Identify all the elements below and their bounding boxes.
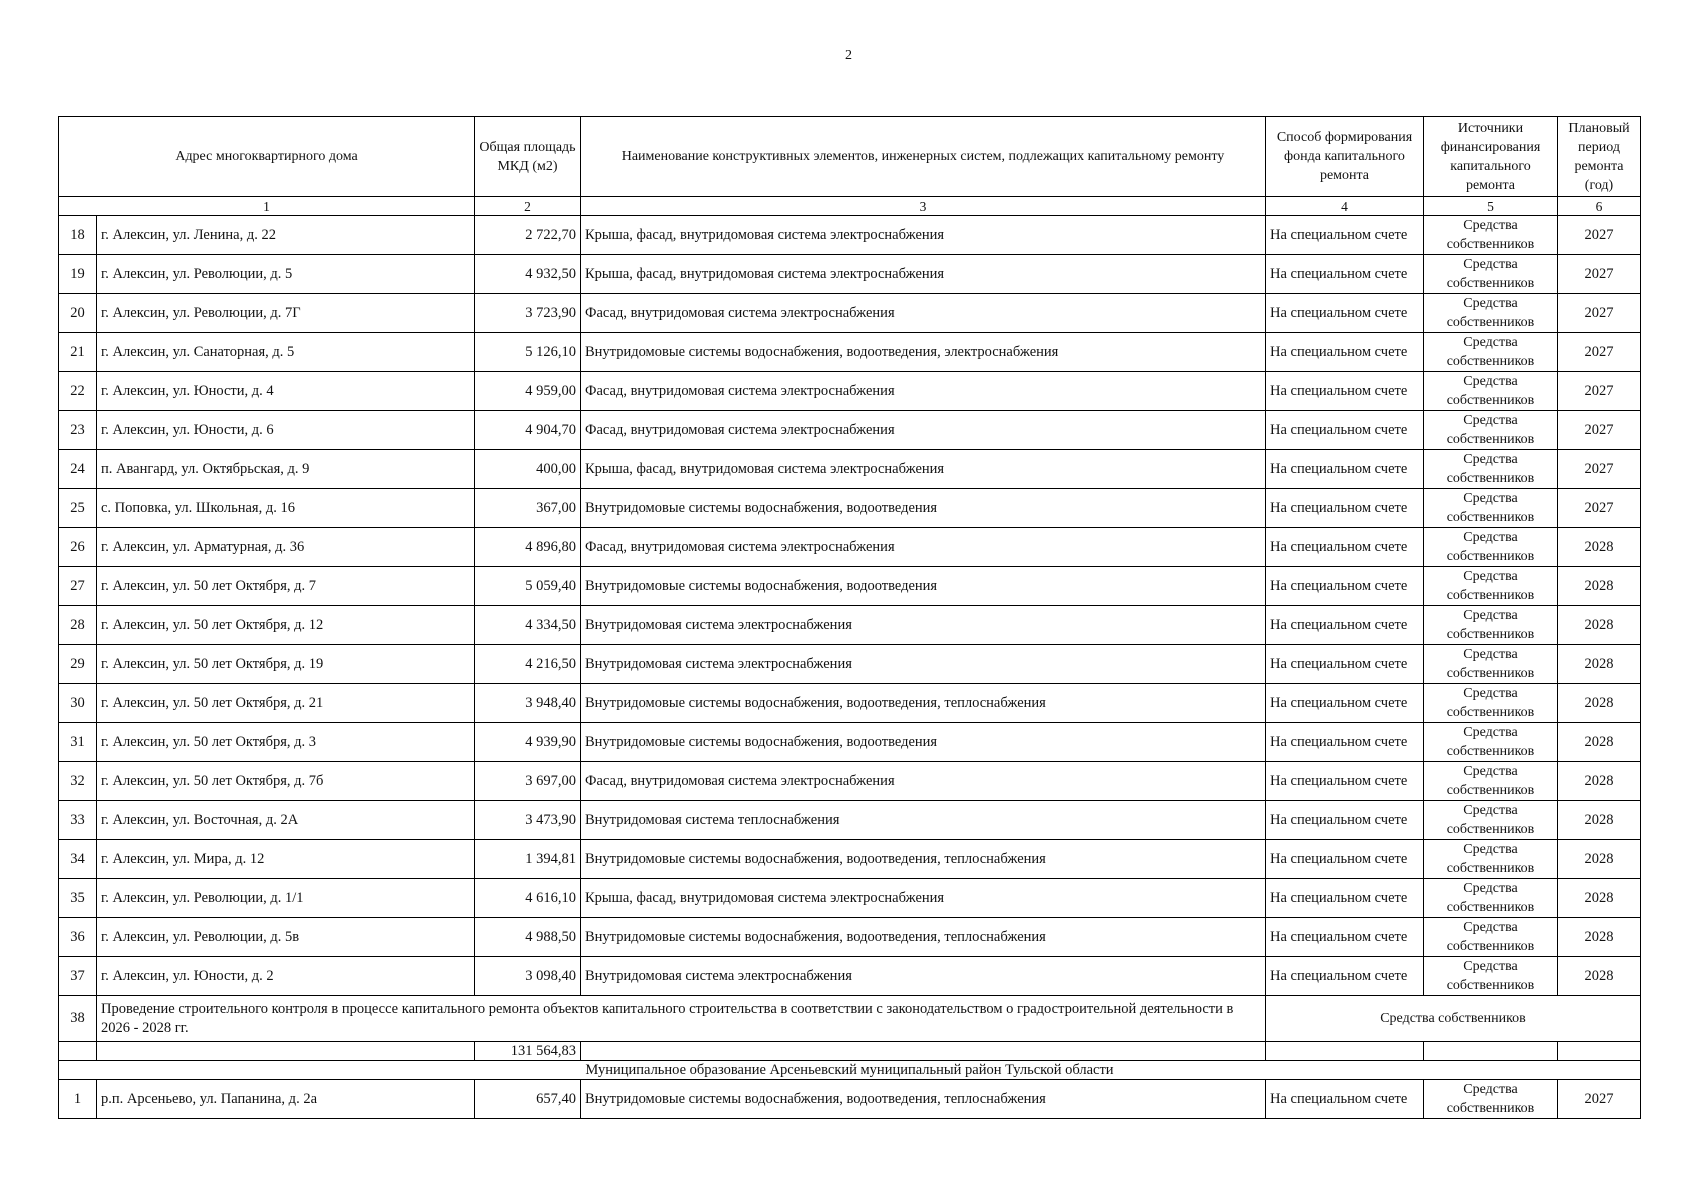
funding-method-cell: На специальном счете [1266, 216, 1424, 255]
table-row [59, 684, 1641, 723]
funding-method-cell: На специальном счете [1266, 567, 1424, 606]
funding-method-cell: На специальном счете [1266, 840, 1424, 879]
header-source: Источники финансирования капитального ремонта [1424, 117, 1558, 197]
elements-cell: Крыша, фасад, внутридомовая система электроснабжения [581, 216, 1266, 255]
funding-method-cell: На специальном счете [1266, 684, 1424, 723]
funding-method-cell: На специальном счете [1266, 606, 1424, 645]
column-number: 6 [1558, 197, 1641, 216]
area-cell: 4 988,50 [475, 918, 581, 957]
area-cell: 5 126,10 [475, 333, 581, 372]
row-number: 20 [59, 294, 97, 333]
row-number: 37 [59, 957, 97, 996]
funding-method-cell: На специальном счете [1266, 879, 1424, 918]
address-cell: г. Алексин, ул. Мира, д. 12 [97, 840, 475, 879]
funding-source-cell: Средства собственников [1424, 528, 1558, 567]
address-cell: г. Алексин, ул. Революции, д. 5в [97, 918, 475, 957]
row-number: 24 [59, 450, 97, 489]
table-body [59, 216, 1641, 1119]
planned-year-cell: 2028 [1558, 684, 1641, 723]
column-number: 3 [581, 197, 1266, 216]
elements-cell: Внутридомовая система электроснабжения [581, 957, 1266, 996]
table-row [59, 294, 1641, 333]
total-empty-cell [1266, 1042, 1424, 1061]
table-row [59, 723, 1641, 762]
funding-method-cell: На специальном счете [1266, 1080, 1424, 1119]
address-cell: г. Алексин, ул. 50 лет Октября, д. 19 [97, 645, 475, 684]
planned-year-cell: 2027 [1558, 1080, 1641, 1119]
column-number: 1 [59, 197, 475, 216]
funding-method-cell: На специальном счете [1266, 762, 1424, 801]
area-cell: 5 059,40 [475, 567, 581, 606]
area-cell: 4 616,10 [475, 879, 581, 918]
header-row [59, 117, 1641, 197]
funding-method-cell: На специальном счете [1266, 333, 1424, 372]
area-cell: 3 473,90 [475, 801, 581, 840]
row-number: 18 [59, 216, 97, 255]
elements-cell: Внутридомовые системы водоснабжения, водоотведения [581, 723, 1266, 762]
elements-cell: Внутридомовые системы водоснабжения, водоотведения, теплоснабжения [581, 684, 1266, 723]
row-number: 19 [59, 255, 97, 294]
funding-method-cell: На специальном счете [1266, 957, 1424, 996]
funding-method-cell: На специальном счете [1266, 294, 1424, 333]
row-number: 22 [59, 372, 97, 411]
elements-cell: Фасад, внутридомовая система электроснабжения [581, 762, 1266, 801]
planned-year-cell: 2028 [1558, 606, 1641, 645]
column-numbers-row [59, 197, 1641, 216]
elements-cell: Фасад, внутридомовая система электроснабжения [581, 294, 1266, 333]
planned-year-cell: 2027 [1558, 255, 1641, 294]
elements-cell: Внутридомовые системы водоснабжения, водоотведения, теплоснабжения [581, 840, 1266, 879]
address-cell: г. Алексин, ул. Восточная, д. 2А [97, 801, 475, 840]
planned-year-cell: 2027 [1558, 294, 1641, 333]
funding-method-cell: На специальном счете [1266, 255, 1424, 294]
planned-year-cell: 2028 [1558, 762, 1641, 801]
planned-year-cell: 2027 [1558, 450, 1641, 489]
area-cell: 4 334,50 [475, 606, 581, 645]
funding-source-cell: Средства собственников [1424, 840, 1558, 879]
table-row [59, 957, 1641, 996]
elements-cell: Внутридомовые системы водоснабжения, водоотведения, теплоснабжения [581, 1080, 1266, 1119]
funding-method-cell: На специальном счете [1266, 801, 1424, 840]
funding-source-cell: Средства собственников [1424, 606, 1558, 645]
funding-source-cell: Средства собственников [1424, 255, 1558, 294]
table-row [59, 528, 1641, 567]
area-cell: 4 959,00 [475, 372, 581, 411]
funding-source-cell: Средства собственников [1424, 762, 1558, 801]
area-cell: 1 394,81 [475, 840, 581, 879]
area-cell: 2 722,70 [475, 216, 581, 255]
row-number: 30 [59, 684, 97, 723]
header-period: Плановый период ремонта (год) [1558, 117, 1641, 197]
elements-cell: Фасад, внутридомовая система электроснабжения [581, 528, 1266, 567]
total-empty-cell [1424, 1042, 1558, 1061]
table-row [59, 879, 1641, 918]
area-cell: 4 932,50 [475, 255, 581, 294]
funding-source-cell: Средства собственников [1424, 957, 1558, 996]
row-number: 34 [59, 840, 97, 879]
planned-year-cell: 2028 [1558, 918, 1641, 957]
area-cell: 3 948,40 [475, 684, 581, 723]
control-source: Средства собственников [1266, 996, 1641, 1042]
funding-method-cell: На специальном счете [1266, 528, 1424, 567]
row-number: 36 [59, 918, 97, 957]
column-number: 4 [1266, 197, 1424, 216]
planned-year-cell: 2028 [1558, 567, 1641, 606]
address-cell: р.п. Арсеньево, ул. Папанина, д. 2а [97, 1080, 475, 1119]
address-cell: г. Алексин, ул. Революции, д. 7Г [97, 294, 475, 333]
row-number: 35 [59, 879, 97, 918]
row-number: 32 [59, 762, 97, 801]
area-cell: 4 896,80 [475, 528, 581, 567]
column-number: 5 [1424, 197, 1558, 216]
elements-cell: Внутридомовые системы водоснабжения, водоотведения, теплоснабжения [581, 918, 1266, 957]
table-row [59, 411, 1641, 450]
header-method: Способ формирования фонда капитального ремонта [1266, 117, 1424, 197]
column-number: 2 [475, 197, 581, 216]
planned-year-cell: 2027 [1558, 489, 1641, 528]
row-number: 27 [59, 567, 97, 606]
area-cell: 657,40 [475, 1080, 581, 1119]
row-number: 26 [59, 528, 97, 567]
elements-cell: Внутридомовые системы водоснабжения, водоотведения [581, 567, 1266, 606]
funding-source-cell: Средства собственников [1424, 684, 1558, 723]
capital-repair-table [58, 116, 1641, 1119]
section-title-row [59, 1061, 1641, 1080]
funding-source-cell: Средства собственников [1424, 645, 1558, 684]
funding-source-cell: Средства собственников [1424, 333, 1558, 372]
table-row [59, 450, 1641, 489]
elements-cell: Внутридомовые системы водоснабжения, водоотведения, электроснабжения [581, 333, 1266, 372]
planned-year-cell: 2027 [1558, 216, 1641, 255]
page-number: 2 [845, 48, 852, 63]
address-cell: с. Поповка, ул. Школьная, д. 16 [97, 489, 475, 528]
planned-year-cell: 2027 [1558, 333, 1641, 372]
elements-cell: Внутридомовая система теплоснабжения [581, 801, 1266, 840]
row-number: 1 [59, 1080, 97, 1119]
funding-source-cell: Средства собственников [1424, 879, 1558, 918]
planned-year-cell: 2027 [1558, 411, 1641, 450]
funding-source-cell: Средства собственников [1424, 918, 1558, 957]
elements-cell: Внутридомовая система электроснабжения [581, 645, 1266, 684]
address-cell: п. Авангард, ул. Октябрьская, д. 9 [97, 450, 475, 489]
funding-source-cell: Средства собственников [1424, 489, 1558, 528]
funding-source-cell: Средства собственников [1424, 567, 1558, 606]
address-cell: г. Алексин, ул. Юности, д. 4 [97, 372, 475, 411]
control-text: Проведение строительного контроля в процессе капитального ремонта объектов капитального строительства в соответствии с законодательством о градостроительной деятельности в 2026 - 2028 гг. [97, 996, 1266, 1042]
table-row [59, 255, 1641, 294]
row-number: 33 [59, 801, 97, 840]
funding-source-cell: Средства собственников [1424, 372, 1558, 411]
address-cell: г. Алексин, ул. 50 лет Октября, д. 3 [97, 723, 475, 762]
section-title: Муниципальное образование Арсеньевский муниципальный район Тульской области [59, 1061, 1641, 1080]
row-number: 28 [59, 606, 97, 645]
planned-year-cell: 2027 [1558, 372, 1641, 411]
funding-source-cell: Средства собственников [1424, 1080, 1558, 1119]
total-area: 131 564,83 [475, 1042, 581, 1061]
funding-method-cell: На специальном счете [1266, 411, 1424, 450]
table-row [59, 567, 1641, 606]
funding-source-cell: Средства собственников [1424, 723, 1558, 762]
address-cell: г. Алексин, ул. Юности, д. 2 [97, 957, 475, 996]
header-elements: Наименование конструктивных элементов, инженерных систем, подлежащих капитальному ремонту [581, 117, 1266, 197]
funding-method-cell: На специальном счете [1266, 645, 1424, 684]
row-number: 29 [59, 645, 97, 684]
table-row [59, 216, 1641, 255]
total-empty-cell [59, 1042, 97, 1061]
area-cell: 3 723,90 [475, 294, 581, 333]
funding-method-cell: На специальном счете [1266, 489, 1424, 528]
table-row [59, 918, 1641, 957]
address-cell: г. Алексин, ул. Революции, д. 1/1 [97, 879, 475, 918]
elements-cell: Внутридомовая система электроснабжения [581, 606, 1266, 645]
planned-year-cell: 2028 [1558, 879, 1641, 918]
planned-year-cell: 2028 [1558, 801, 1641, 840]
planned-year-cell: 2028 [1558, 957, 1641, 996]
table-row [59, 645, 1641, 684]
planned-year-cell: 2028 [1558, 723, 1641, 762]
table-row [59, 333, 1641, 372]
address-cell: г. Алексин, ул. Революции, д. 5 [97, 255, 475, 294]
area-cell: 367,00 [475, 489, 581, 528]
total-empty-cell [97, 1042, 475, 1061]
row-number: 25 [59, 489, 97, 528]
area-cell: 3 098,40 [475, 957, 581, 996]
funding-method-cell: На специальном счете [1266, 723, 1424, 762]
planned-year-cell: 2028 [1558, 528, 1641, 567]
area-cell: 3 697,00 [475, 762, 581, 801]
funding-source-cell: Средства собственников [1424, 216, 1558, 255]
address-cell: г. Алексин, ул. 50 лет Октября, д. 7 [97, 567, 475, 606]
header-area: Общая площадь МКД (м2) [475, 117, 581, 197]
table-row [59, 840, 1641, 879]
elements-cell: Фасад, внутридомовая система электроснабжения [581, 372, 1266, 411]
area-cell: 400,00 [475, 450, 581, 489]
area-cell: 4 904,70 [475, 411, 581, 450]
area-cell: 4 939,90 [475, 723, 581, 762]
table-row [59, 801, 1641, 840]
row-number: 38 [59, 996, 97, 1042]
elements-cell: Крыша, фасад, внутридомовая система электроснабжения [581, 450, 1266, 489]
funding-source-cell: Средства собственников [1424, 801, 1558, 840]
funding-source-cell: Средства собственников [1424, 294, 1558, 333]
funding-method-cell: На специальном счете [1266, 450, 1424, 489]
funding-method-cell: На специальном счете [1266, 918, 1424, 957]
table-row [59, 1080, 1641, 1119]
elements-cell: Крыша, фасад, внутридомовая система электроснабжения [581, 255, 1266, 294]
planned-year-cell: 2028 [1558, 840, 1641, 879]
funding-source-cell: Средства собственников [1424, 411, 1558, 450]
address-cell: г. Алексин, ул. 50 лет Октября, д. 21 [97, 684, 475, 723]
total-empty-cell [1558, 1042, 1641, 1061]
elements-cell: Фасад, внутридомовая система электроснабжения [581, 411, 1266, 450]
elements-cell: Внутридомовые системы водоснабжения, водоотведения [581, 489, 1266, 528]
address-cell: г. Алексин, ул. 50 лет Октября, д. 12 [97, 606, 475, 645]
total-empty-cell [581, 1042, 1266, 1061]
table-row [59, 372, 1641, 411]
address-cell: г. Алексин, ул. 50 лет Октября, д. 7б [97, 762, 475, 801]
address-cell: г. Алексин, ул. Юности, д. 6 [97, 411, 475, 450]
address-cell: г. Алексин, ул. Ленина, д. 22 [97, 216, 475, 255]
funding-source-cell: Средства собственников [1424, 450, 1558, 489]
funding-method-cell: На специальном счете [1266, 372, 1424, 411]
total-row [59, 1042, 1641, 1061]
table-row [59, 489, 1641, 528]
row-number: 21 [59, 333, 97, 372]
table-row [59, 606, 1641, 645]
header-address: Адрес многоквартирного дома [59, 117, 475, 197]
table-row [59, 762, 1641, 801]
address-cell: г. Алексин, ул. Санаторная, д. 5 [97, 333, 475, 372]
row-number: 23 [59, 411, 97, 450]
elements-cell: Крыша, фасад, внутридомовая система электроснабжения [581, 879, 1266, 918]
area-cell: 4 216,50 [475, 645, 581, 684]
address-cell: г. Алексин, ул. Арматурная, д. 36 [97, 528, 475, 567]
construction-control-row [59, 996, 1641, 1042]
row-number: 31 [59, 723, 97, 762]
planned-year-cell: 2028 [1558, 645, 1641, 684]
